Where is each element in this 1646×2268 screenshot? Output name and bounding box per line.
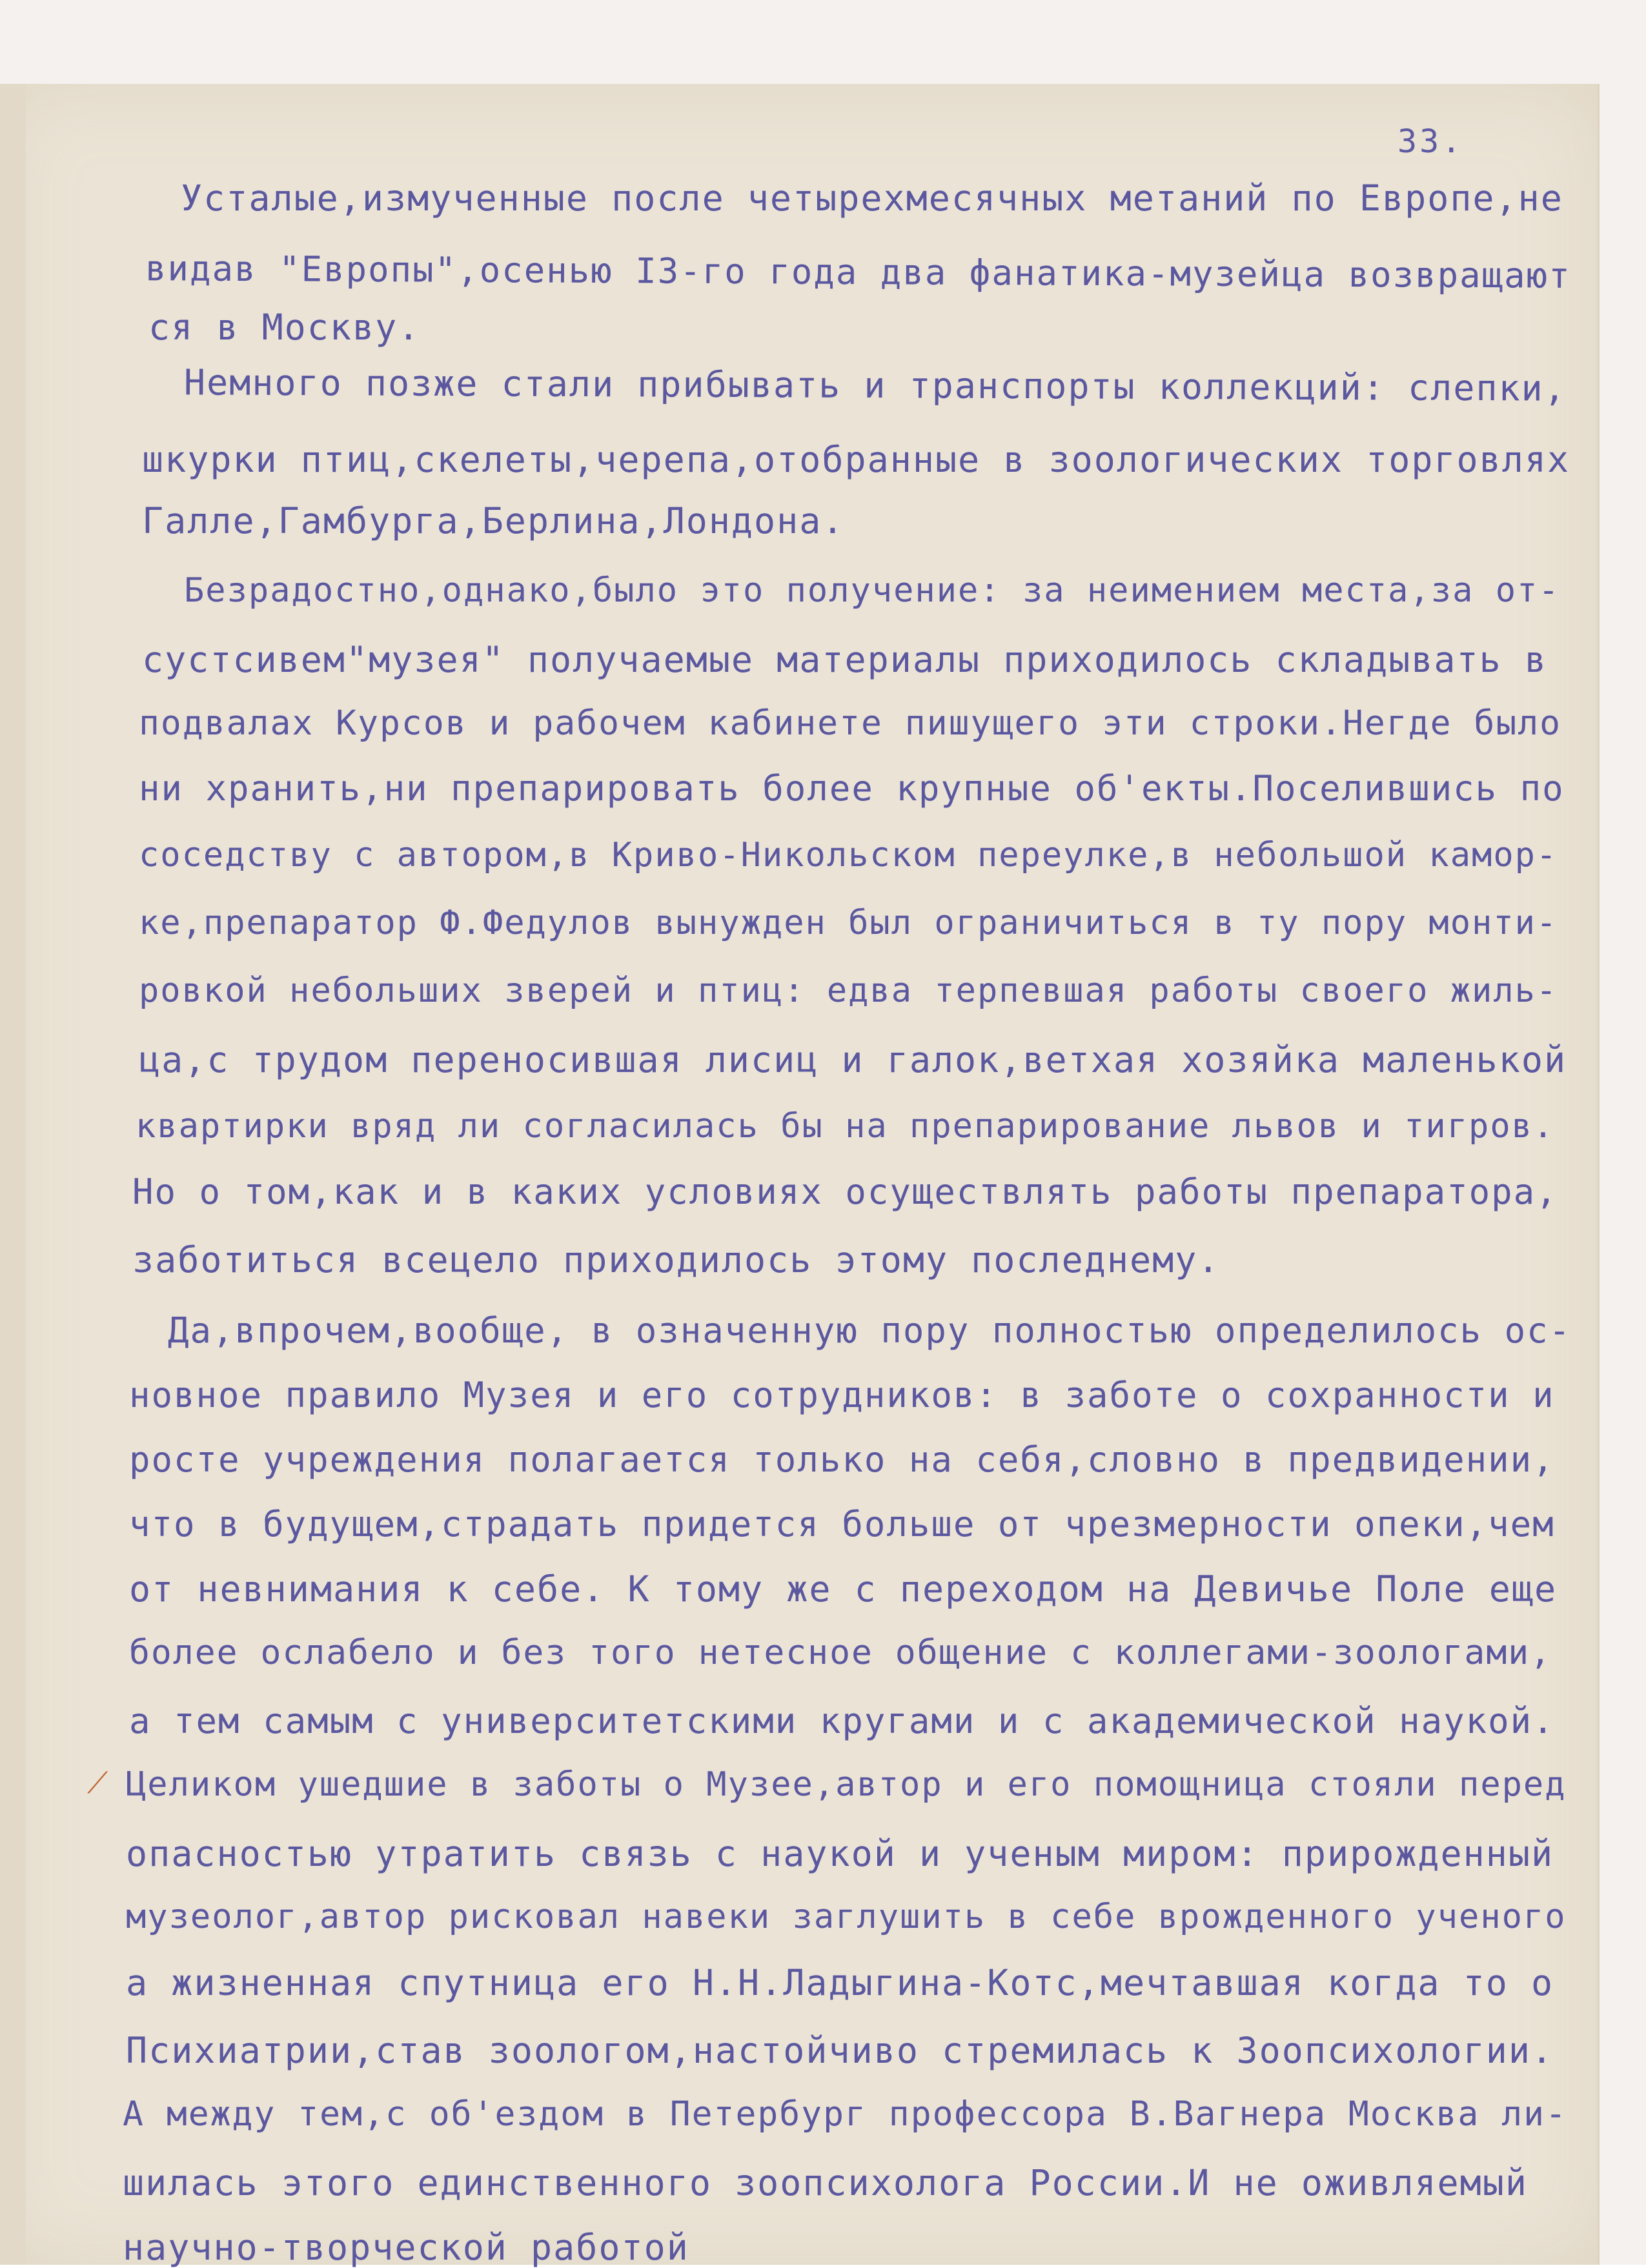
text-line: более ослабело и без того нетесное общение с коллегами-зоологами, — [129, 1633, 1552, 1672]
text-line: ца,с трудом переносившая лисиц и галок,ветхая хозяйка маленькой — [139, 1039, 1567, 1080]
page-number: 33. — [1397, 123, 1464, 160]
text-line: шилась этого единственного зоопсихолога России.И не оживляемый — [123, 2162, 1528, 2203]
text-line: ровкой небольших зверей и птиц: едва терпевшая работы своего жиль- — [139, 971, 1558, 1010]
text-line: ни хранить,ни препарировать более крупные об'екты.Поселившись по — [139, 768, 1565, 809]
text-line: а жизненная спутница его Н.Н.Ладыгина-Котс,мечтавшая когда то о — [126, 1962, 1554, 2003]
text-line: Психиатрии,став зоологом,настойчиво стремилась к Зоопсихологии. — [126, 2030, 1554, 2071]
text-line: Целиком ушедшие в заботы о Музее,автор и его помощница стояли перед — [126, 1765, 1567, 1804]
text-line: сустсивем"музея" получаемые материалы приходилось складывать в — [142, 639, 1547, 680]
text-line: квартирки вряд ли согласилась бы на препарирование львов и тигров. — [136, 1107, 1555, 1146]
text-line: научно-творческой работой — [123, 2227, 689, 2268]
text-line: Усталые,измученные после четырехмесячных метаний по Европе,не — [181, 177, 1563, 219]
text-line: новное правило Музея и его сотрудников: в заботе о сохранности и — [129, 1375, 1555, 1415]
text-line: Но о том,как и в каких условиях осуществлять работы препаратора, — [132, 1171, 1558, 1212]
text-line: что в будущем,страдать придется больше от чрезмерности опеки,чем — [129, 1504, 1555, 1544]
text-line: опасностью утратить связь с наукой и ученым миром: прирожденный — [126, 1833, 1554, 1874]
text-line: видав "Европы",осенью I3-го года два фанатика-музейца возвращают — [145, 248, 1571, 296]
text-line: Немного позже стали прибывать и транспорты коллекций: слепки, — [183, 361, 1567, 409]
text-line: шкурки птиц,скелеты,черепа,отобранные в зоологических торговлях — [142, 439, 1570, 480]
text-line: ке,препаратор Ф.Федулов вынужден был ограничиться в ту пору монти- — [139, 904, 1558, 942]
pencil-mark-icon: ⟋ — [87, 1765, 108, 1800]
text-line: росте учреждения полагается только на себя,словно в предвидении, — [129, 1439, 1555, 1480]
text-line: а тем самым с университетскими кругами и с академической наукой. — [129, 1701, 1555, 1741]
text-line: ся в Москву. — [148, 307, 421, 348]
text-line: заботиться всецело приходилось этому последнему. — [132, 1239, 1221, 1281]
text-line: А между тем,с об'ездом в Петербург профессора В.Вагнера Москва ли- — [123, 2094, 1567, 2134]
text-line: подвалах Курсов и рабочем кабинете пишущего эти строки.Негде было — [139, 704, 1562, 743]
text-line: от невнимания к себе. К тому же с переходом на Девичье Поле еще — [129, 1568, 1558, 1610]
text-line: соседству с автором,в Криво-Никольском переулке,в небольшой камор- — [139, 836, 1558, 875]
text-line: Безрадостно,однако,было это получение: за неимением места,за от- — [184, 571, 1560, 610]
text-line: Да,впрочем,вообще, в означенную пору полностью определилось ос- — [168, 1310, 1572, 1351]
text-line: Галле,Гамбурга,Берлина,Лондона. — [142, 500, 845, 542]
text-line: музеолог,автор рисковал навеки заглушить в себе врожденного ученого — [126, 1898, 1567, 1936]
